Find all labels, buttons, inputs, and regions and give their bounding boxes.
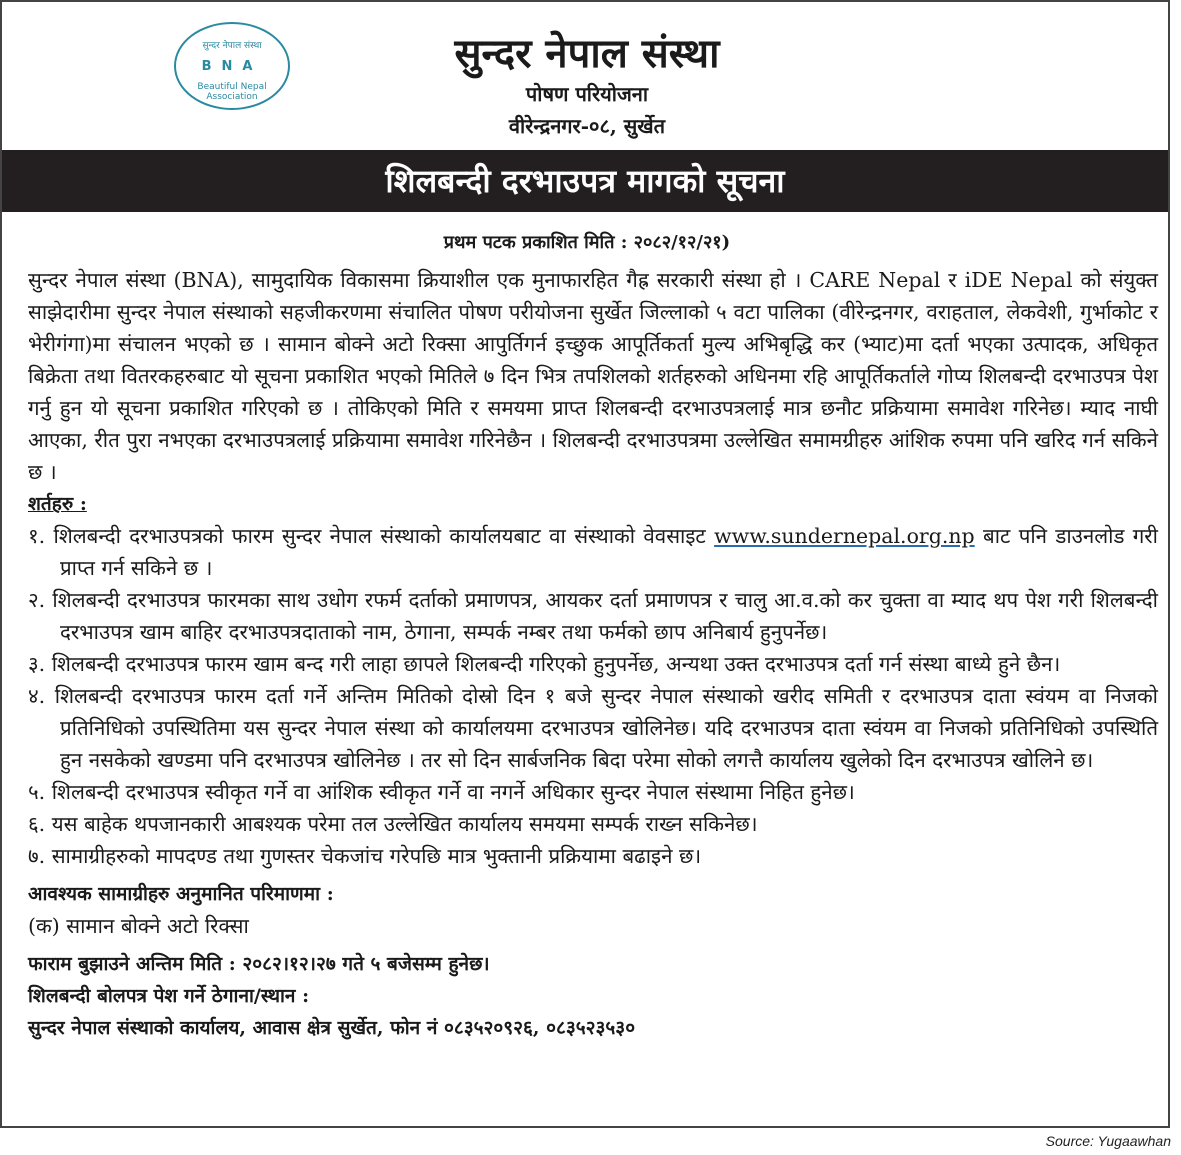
condition-item: ५. शिलबन्दी दरभाउपत्र स्वीकृत गर्ने वा आंशिक स्वीकृत गर्ने वा नगर्ने अधिकार सुन्दर नेपाल संस्थामा निहित हुनेछ। bbox=[28, 780, 855, 804]
condition-item: ६. यस बाहेक थपजानकारी आबश्यक परेमा तल उल्लेखित कार्यालय समयमा सम्पर्क राख्न सकिनेछ। bbox=[28, 812, 758, 836]
condition-item: २. शिलबन्दी दरभाउपत्र फारमका साथ उधोग रफर्म दर्ताको प्रमाणपत्र, आयकर दर्ता प्रमाणपत्र र चालु आ.व.को कर चुक्ता वा म्याद थप पेश गरी शिलबन्दी दरभाउपत्र खाम बाहिर दरभाउपत्रदाताको नाम, ठेगाना, सम्पर्क नम्बर तथा फर्मको छाप अनिबार्य हुनुपर्नेछ। bbox=[28, 588, 1158, 644]
condition-item: ३. शिलबन्दी दरभाउपत्र फारम खाम बन्द गरी लाहा छापले शिलबन्दी गरिएको हुनुपर्नेछ, अन्यथा उक्त दरभाउपत्र दर्ता गर्न संस्था बाध्ये हुने छैन। bbox=[28, 652, 1061, 676]
condition-text: बाट पनि डाउनलोड गरी प्राप्त गर्न सकिने छ । bbox=[60, 524, 1158, 580]
logo-initials: BNA bbox=[201, 59, 263, 74]
organization-address: वीरेन्द्रनगर-०८, सुर्खेत bbox=[508, 114, 666, 138]
logo-subtext: Beautiful Nepal Association bbox=[197, 82, 267, 102]
project-name: पोषण परियोजना bbox=[525, 82, 649, 106]
location-heading: शिलबन्दी बोलपत्र पेश गर्ने ठेगाना/स्थान : bbox=[28, 985, 310, 1007]
website-link[interactable]: www.sundernepal.org.np bbox=[714, 524, 975, 548]
condition-text: १. शिलबन्दी दरभाउपत्रको फारम सुन्दर नेपाल संस्थाको कार्यालयबाट वा संस्थाको वेवसाइट bbox=[28, 524, 706, 548]
materials-item: (क) सामान बोक्ने अटो रिक्सा bbox=[28, 914, 249, 938]
condition-item: ४. शिलबन्दी दरभाउपत्र फारम दर्ता गर्ने अन्तिम मितिको दोस्रो दिन १ बजे सुन्दर नेपाल संस्थाको खरीद समिती र दरभाउपत्र दाता स्वंयम वा निजको प्रतिनिधिको उपस्थितिमा यस सुन्दर नेपाल संस्था को कार्यालयमा दरभाउपत्र खोलिनेछ। यदि दरभाउपत्र दाता स्वंयम वा निजको प्रतिनिधिको उपस्थिति हुन नसकेको खण्डमा पनि दरभाउपत्र खोलिनेछ । तर सो दिन सार्बजनिक बिदा परेमा सोको लगत्तै कार्यालय खुलेको दिन दरभाउपत्र खोलिने छ। bbox=[28, 684, 1158, 772]
notice-body bbox=[28, 264, 1158, 1044]
deadline: फाराम बुझाउने अन्तिम मिति : २०८२।१२।२७ गते ५ बजेसम्म हुनेछ। bbox=[28, 953, 490, 975]
intro-paragraph: सुन्दर नेपाल संस्था (BNA), सामुदायिक विकासमा क्रियाशील एक मुनाफारहित गैह्र सरकारी संस्था हो । CARE Nepal र iDE Nepal को संयुक्त साझेदारीमा सुन्दर नेपाल संस्थाको सहजीकरणमा संचालित पोषण परीयोजना सुर्खेत जिल्लाको ५ वटा पालिका (वीरेन्द्रनगर, वराहताल, लेकवेशी, गुर्भाकोट र भेरीगंगा)मा संचालन भएको छ । सामान बोक्ने अटो रिक्सा आपुर्तिगर्न इच्छुक आपूर्तिकर्ता मुल्य अभिबृद्धि कर (भ्याट)मा दर्ता भएका उत्पादक, अधिकृत बिक्रेता तथा वितरकहरुबाट यो सूचना प्रकाशित भएको मितिले ७ दिन भित्र तपशिलको शर्तहरुको अधिनमा रहि आपूर्तिकर्ताले गोप्य शिलबन्दी दरभाउपत्र पेश गर्नु हुन यो सूचना प्रकाशित गरिएको छ । तोकिएको मिति र समयमा प्राप्त शिलबन्दी दरभाउपत्रलाई मात्र छनौट प्रक्रियामा समावेश गरिनेछ। म्याद नाघी आएका, रीत पुरा नभएका दरभाउपत्रलाई प्रक्रियामा समावेश गरिनेछैन । शिलबन्दी दरभाउपत्रमा उल्लेखित समामग्रीहरु आंशिक रुपमा पनि खरिद गर्न सकिने छ । bbox=[28, 268, 1158, 484]
materials-heading: आवश्यक सामाग्रीहरु अनुमानित परिमाणमा : bbox=[28, 883, 334, 905]
source-credit: Source: Yugaawhan bbox=[1045, 1133, 1171, 1149]
conditions-heading: शर्तहरु : bbox=[28, 493, 87, 515]
notice-title: शिलबन्दी दरभाउपत्र मागको सूचना bbox=[2, 150, 1168, 212]
organization-name: सुन्दर नेपाल संस्था bbox=[454, 30, 720, 77]
publish-date: प्रथम पटक प्रकाशित मिति : २०८२/१२/२१) bbox=[443, 232, 731, 253]
logo-text: सुन्दर नेपाल संस्था bbox=[202, 41, 262, 51]
condition-item: ७. सामाग्रीहरुको मापदण्ड तथा गुणस्तर चेकजांच गरेपछि मात्र भुक्तानी प्रक्रियामा बढाइने छ। bbox=[28, 844, 702, 868]
location-address: सुन्दर नेपाल संस्थाको कार्यालय, आवास क्षेत्र सुर्खेत, फोन नं ०८३५२०९२६, ०८३५२३५३० bbox=[28, 1017, 636, 1039]
conditions-list bbox=[28, 520, 1158, 872]
condition-item bbox=[28, 520, 1158, 584]
